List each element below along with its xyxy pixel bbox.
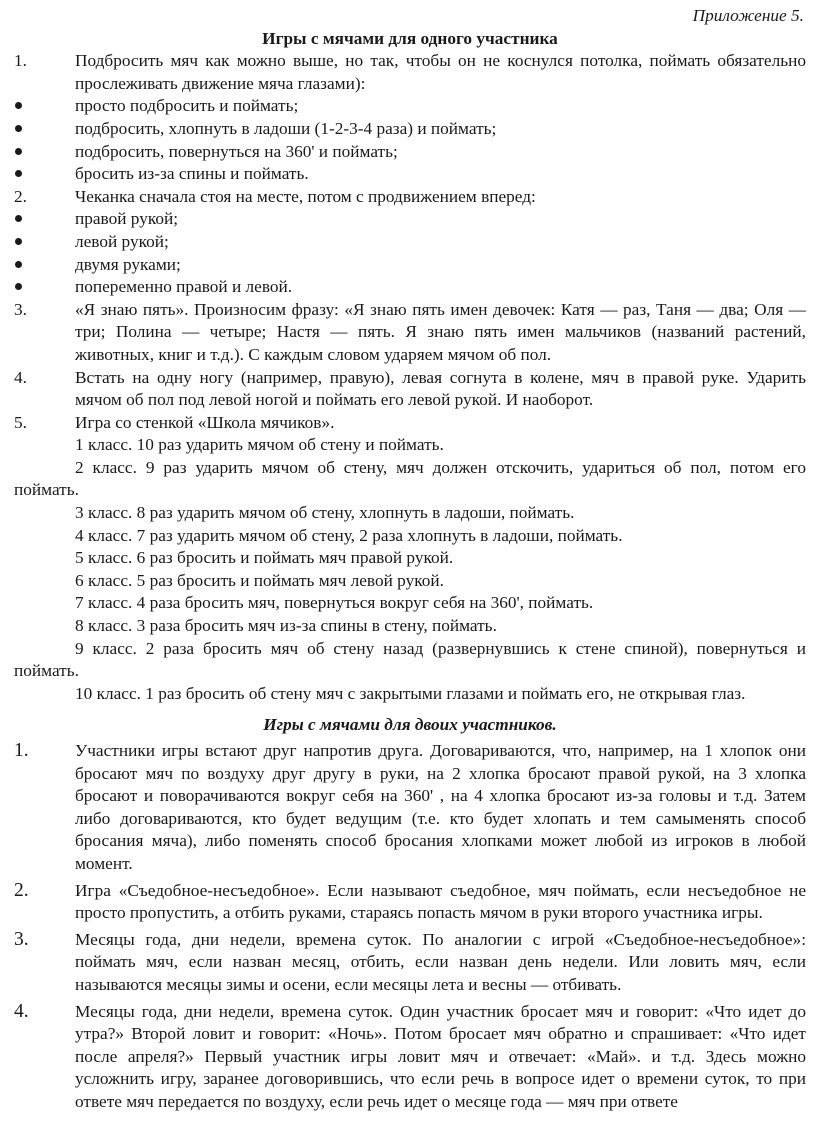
bullet-item xyxy=(14,163,806,186)
numbered-item xyxy=(14,299,806,367)
bullet-dot-icon xyxy=(14,276,75,299)
numbered-item xyxy=(14,50,806,95)
class-item: 4 класс. 7 раз ударить мячом об стену, 2 раза хлопнуть в ладоши, поймать. xyxy=(75,525,623,545)
item-number: 3. xyxy=(14,928,29,950)
bullet-item xyxy=(14,208,806,231)
bullet-dot-icon xyxy=(14,231,75,254)
class-item: 2 класс. 9 раз ударить мячом об стену, мяч должен отскочить, удариться об пол, потом его поймать. xyxy=(14,457,806,500)
bullet-item xyxy=(14,141,806,164)
section1-title: Игры с мячами для одного участника xyxy=(262,28,558,48)
numbered-item xyxy=(14,367,806,412)
bullet-text: двумя руками; xyxy=(75,254,181,274)
bullet-item xyxy=(14,95,806,118)
class-item: 5 класс. 6 раз бросить и поймать мяч правой рукой. xyxy=(75,548,454,568)
bullet-item xyxy=(14,118,806,141)
bullet-text: подбросить, повернуться на 360' и поймать; xyxy=(75,141,398,161)
item-number: 3. xyxy=(14,299,27,319)
section1-body xyxy=(14,50,806,434)
class-item: 7 класс. 4 раза бросить мяч, повернуться вокруг себя на 360', поймать. xyxy=(75,593,594,613)
item-text: Игра со стенкой «Школа мячиков». xyxy=(75,412,335,432)
bullet-dot-icon xyxy=(14,163,75,186)
bullet-text: подбросить, хлопнуть в ладоши (1-2-3-4 раза) и поймать; xyxy=(75,118,497,138)
bullet-dot-icon xyxy=(14,95,75,118)
bullet-text: просто подбросить и поймать; xyxy=(75,96,299,116)
class-list xyxy=(14,434,806,705)
item-number: 2. xyxy=(14,879,29,901)
item-text: Игра «Съедобное-несъедобное». Если называют съедобное, мяч поймать, если несъедобное не просто пропустить, а отбить руками, стараясь попасть мячом в руки второго участника игры. xyxy=(75,880,806,923)
item-number: 4. xyxy=(14,367,27,387)
class-item: 3 класс. 8 раз ударить мячом об стену, хлопнуть в ладоши, поймать. xyxy=(75,503,575,523)
bullet-dot-icon xyxy=(14,141,75,164)
item-text: Участники игры встают друг напротив друга. Договариваются, что, например, на 1 хлопок они бросают мяч по воздуху друг другу в руки, на 2 хлопка бросают правой рукой, на 3 хлопка бросают и поворачиваются вокруг себя на 360' , на 4 хлопка бросают из-за головы и т.д. Затем либо договариваются, кто будет ведущим (т.е. кто будет хлопать и тем самыменять способ бросания мяча), либо поменять способ бросания хлопками может любой из игроков в любой момент. xyxy=(75,741,806,873)
bullet-dot-icon xyxy=(14,208,75,231)
bullet-text: попеременно правой и левой. xyxy=(75,277,293,297)
item-text: Подбросить мяч как можно выше, но так, чтобы он не коснулся потолка, поймать обязательно прослеживать движение мяча глазами): xyxy=(75,51,806,93)
section2-body xyxy=(14,740,806,1114)
numbered-item xyxy=(14,740,806,876)
numbered-item xyxy=(14,412,806,435)
bullet-item xyxy=(14,231,806,254)
item-text: Чеканка сначала стоя на месте, потом с продвижением вперед: xyxy=(75,186,536,206)
item-number: 5. xyxy=(14,412,27,432)
class-item: 1 класс. 10 раз ударить мячом об стену и поймать. xyxy=(75,435,444,455)
item-text: Месяцы года, дни недели, времена суток. Один участник бросает мяч и говорит: «Что идет до утра?» Второй ловит и говорит: «Ночь». Потом бросает мяч обратно и спрашивает: «Что идет после апреля?» Первый участник игры ловит мяч и отвечает: «Май». и т.д. Здесь можно усложнить игру, заранее договорившись, что если речь в вопросе идет о времени суток, то при ответе мяч передается по воздуху, если речь идет о месяце года — мяч при ответе xyxy=(75,1001,806,1111)
item-text: Месяцы года, дни недели, времена суток. По аналогии с игрой «Съедобное-несъедобное»: поймать мяч, если назван месяц, отбить, если назван день недели. Или ловить мяч, если называются месяцы зимы и осени, если месяцы лета и весны — отбивать. xyxy=(75,929,806,994)
item-number: 4. xyxy=(14,1000,29,1022)
item-number: 1. xyxy=(14,51,27,71)
class-item: 10 класс. 1 раз бросить об стену мяч с закрытыми глазами и поймать его, не открывая глаз. xyxy=(75,683,746,703)
numbered-item xyxy=(14,1001,806,1114)
bullet-text: левой рукой; xyxy=(75,231,169,251)
item-number: 1. xyxy=(14,740,29,761)
numbered-item xyxy=(14,186,806,209)
bullet-text: бросить из-за спины и поймать. xyxy=(75,164,309,184)
bullet-dot-icon xyxy=(14,254,75,277)
section2-title: Игры с мячами для двоих участников. xyxy=(263,715,557,735)
item-text: Встать на одну ногу (например, правую), левая согнута в колене, мяч в правой руке. Ударить мячом об пол под левой ногой и поймать его левой рукой. И наоборот. xyxy=(75,367,806,410)
numbered-item xyxy=(14,880,806,925)
item-number: 2. xyxy=(14,186,27,206)
item-text: «Я знаю пять». Произносим фразу: «Я знаю пять имен девочек: Катя — раз, Таня — два; Оля — три; Полина — четыре; Настя — пять. Я знаю пять имен мальчиков (названий растений, животных, книг и т.д.). С каждым словом ударяем мячом об пол. xyxy=(75,299,806,364)
class-item: 8 класс. 3 раза бросить мяч из-за спины в стену, поймать. xyxy=(75,616,497,636)
bullet-item xyxy=(14,254,806,277)
bullet-text: правой рукой; xyxy=(75,209,179,229)
document-page xyxy=(14,0,806,1118)
class-item: 9 класс. 2 раза бросить мяч об стену назад (развернувшись к стене спиной), повернуться и поймать. xyxy=(14,638,806,681)
appendix-label: Приложение 5. xyxy=(692,6,804,25)
numbered-item xyxy=(14,929,806,997)
class-item: 6 класс. 5 раз бросить и поймать мяч левой рукой. xyxy=(75,570,444,590)
bullet-item xyxy=(14,276,806,299)
bullet-dot-icon xyxy=(14,118,75,141)
